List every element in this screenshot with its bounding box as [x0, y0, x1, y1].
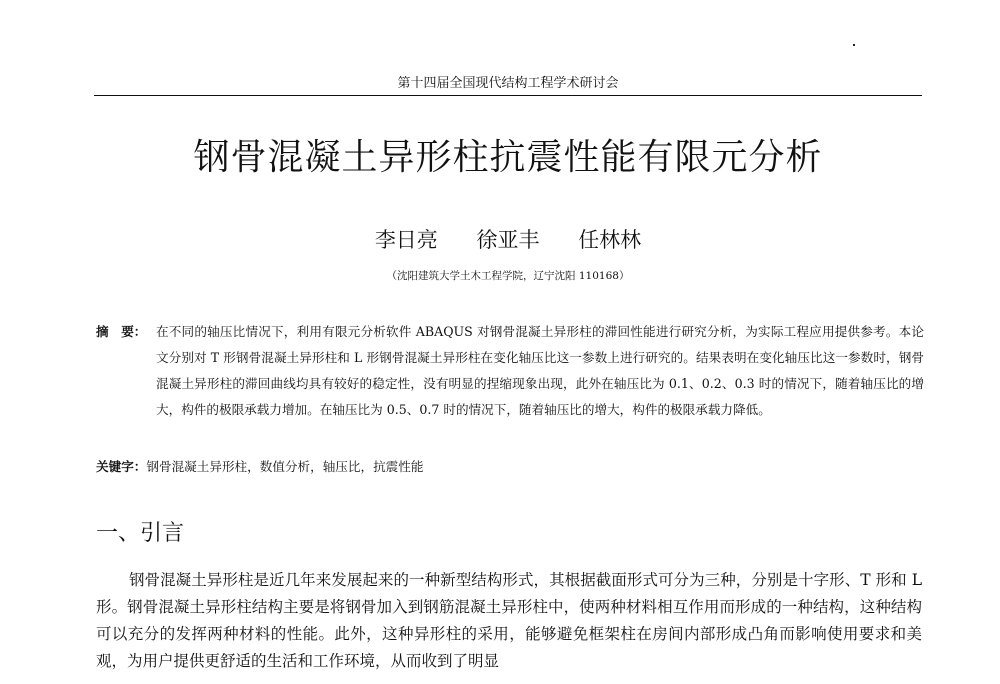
- stray-mark: [853, 44, 855, 46]
- author-name: 李日亮: [374, 228, 438, 252]
- author-name: 徐亚丰: [476, 228, 540, 252]
- abstract-label: 摘 要：: [96, 324, 147, 339]
- abstract: [96, 319, 924, 423]
- paper-title: 钢骨混凝土异形柱抗震性能有限元分析: [193, 137, 823, 178]
- section-heading: 一、引言: [96, 521, 185, 546]
- keywords-text: 钢骨混凝土异形柱，数值分析，轴压比，抗震性能: [146, 459, 424, 474]
- keywords: [96, 457, 924, 477]
- abstract-text: 在不同的轴压比情况下，利用有限元分析软件 ABAQUS 对钢骨混凝土异形柱的滞回性能进行研究分析，为实际工程应用提供参考。本论文分别对 T 形钢骨混凝土异形柱和 L 形钢骨混凝土异形柱在变化轴压比这一参数上进行研究的。结果表明在变化轴压比这一参数时，钢骨混凝土异形柱的滞回曲线均具有较好的稳定性，没有明显的捏缩现象出现，此外在轴压比为 0.1、0.2、0.3 时的情况下，随着轴压比的增大，构件的极限承载力增加。在轴压比为 0.5、0.7 时的情况下，随着轴压比的增大，构件的极限承载力降低。: [156, 324, 924, 417]
- affiliation: （沈阳建筑大学土木工程学院，辽宁沈阳 110168）: [386, 270, 630, 282]
- keywords-label: 关键字：: [96, 459, 147, 474]
- running-header: 第十四届全国现代结构工程学术研讨会: [397, 76, 619, 91]
- intro-paragraph: 钢骨混凝土异形柱是近几年来发展起来的一种新型结构形式，其根据截面形式可分为三种，分别是十字形、T 形和 L 形。钢骨混凝土异形柱结构主要是将钢骨加入到钢筋混凝土异形柱中，使两种材料相互作用而形成的一种结构，这种结构可以充分的发挥两种材料的性能。此外，这种异形柱的采用，能够避免框架柱在房间内部形成凸角而影响使用要求和美观，为用户提供更舒适的生活和工作环境，从而收到了明显: [96, 571, 922, 670]
- header-rule: [94, 95, 922, 96]
- author-list: [94, 226, 922, 254]
- author-name: 任林林: [578, 228, 642, 252]
